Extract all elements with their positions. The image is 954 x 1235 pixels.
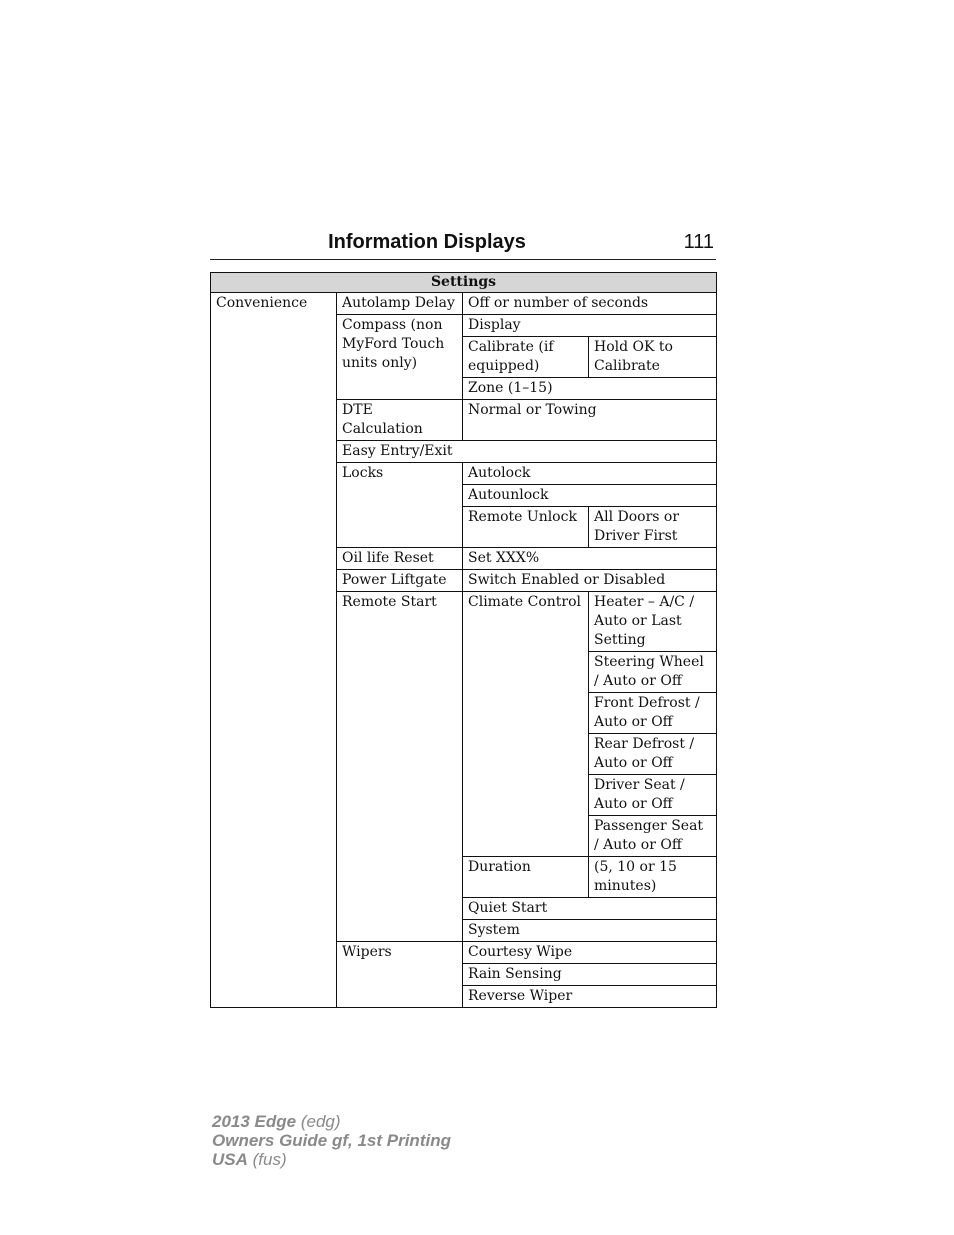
courtesy-wipe: Courtesy Wipe: [463, 942, 717, 964]
easy-entry-exit-label: Easy Entry/Exit: [337, 441, 717, 463]
dte-calculation-label: DTE Calculation: [337, 400, 463, 441]
dte-calculation-value: Normal or Towing: [463, 400, 717, 441]
page-number: 111: [683, 231, 714, 253]
climate-option: Rear Defrost / Auto or Off: [589, 734, 717, 775]
page-title: Information Displays: [328, 231, 526, 253]
climate-option: Steering Wheel / Auto or Off: [589, 652, 717, 693]
compass-calibrate-value: Hold OK to Calibrate: [589, 337, 717, 378]
climate-option: Driver Seat / Auto or Off: [589, 775, 717, 816]
oil-life-reset-value: Set XXX%: [463, 548, 717, 570]
footer-region-code: (fus): [252, 1150, 287, 1169]
category-convenience: Convenience: [211, 293, 337, 1008]
locks-autolock: Autolock: [463, 463, 717, 485]
compass-calibrate: Calibrate (if equipped): [463, 337, 589, 378]
climate-option: Heater – A/C / Auto or Last Setting: [589, 592, 717, 652]
quiet-start: Quiet Start: [463, 898, 717, 920]
climate-option: Front Defrost / Auto or Off: [589, 693, 717, 734]
compass-zone: Zone (1–15): [463, 378, 717, 400]
reverse-wiper: Reverse Wiper: [463, 986, 717, 1008]
climate-control-label: Climate Control: [463, 592, 589, 857]
compass-label: Compass (non MyFord Touch units only): [337, 315, 463, 400]
locks-remote-unlock: Remote Unlock: [463, 507, 589, 548]
table-heading: Settings: [211, 273, 717, 293]
locks-remote-unlock-value: All Doors or Driver First: [589, 507, 717, 548]
page-header: [210, 229, 716, 260]
power-liftgate-label: Power Liftgate: [337, 570, 463, 592]
wipers-label: Wipers: [337, 942, 463, 1008]
footer-model-line: [212, 1112, 451, 1131]
settings-table: [210, 272, 717, 1008]
system: System: [463, 920, 717, 942]
locks-label: Locks: [337, 463, 463, 548]
oil-life-reset-label: Oil life Reset: [337, 548, 463, 570]
autolamp-delay-value: Off or number of seconds: [463, 293, 717, 315]
remote-start-label: Remote Start: [337, 592, 463, 942]
footer-region-line: [212, 1150, 451, 1169]
locks-autounlock: Autounlock: [463, 485, 717, 507]
duration-value: (5, 10 or 15 minutes): [589, 857, 717, 898]
footer-region: USA: [212, 1150, 248, 1169]
footer-model: 2013 Edge: [212, 1112, 297, 1131]
climate-option: Passenger Seat / Auto or Off: [589, 816, 717, 857]
footer-model-code: (edg): [300, 1112, 341, 1131]
page-footer: [212, 1112, 451, 1169]
autolamp-delay-label: Autolamp Delay: [337, 293, 463, 315]
compass-display: Display: [463, 315, 717, 337]
footer-guide: Owners Guide gf, 1st Printing: [212, 1131, 451, 1150]
duration-label: Duration: [463, 857, 589, 898]
rain-sensing: Rain Sensing: [463, 964, 717, 986]
power-liftgate-value: Switch Enabled or Disabled: [463, 570, 717, 592]
